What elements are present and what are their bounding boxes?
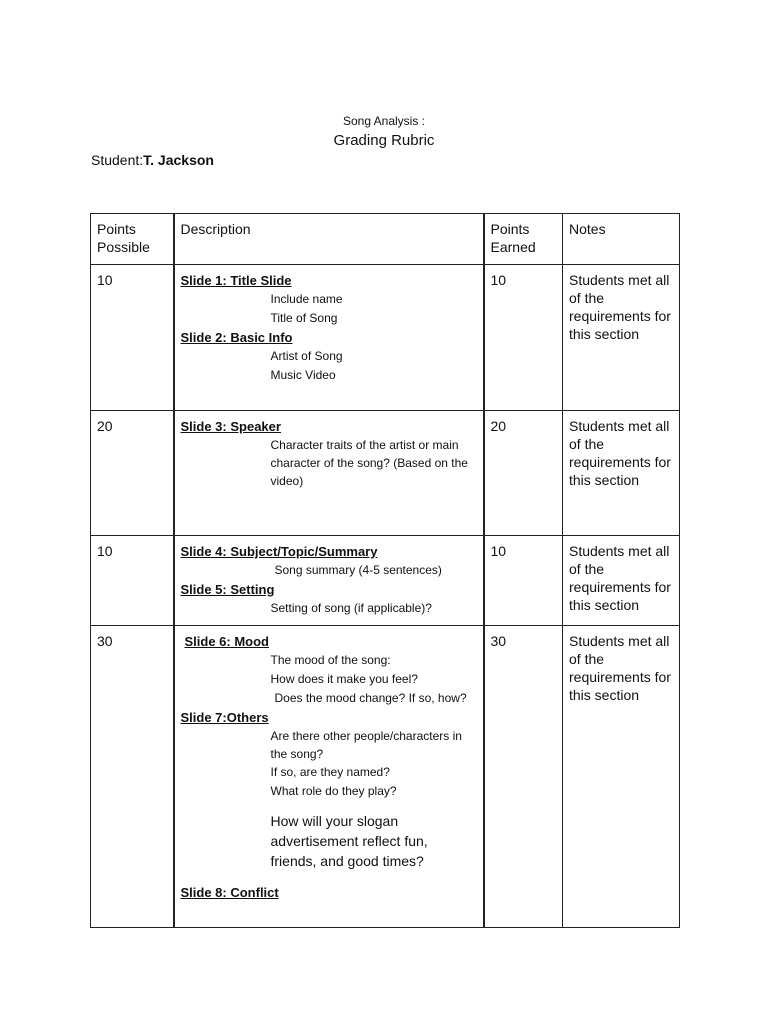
description-item: What role do they play? <box>270 784 397 798</box>
description-cell <box>174 411 484 536</box>
student-line <box>91 152 214 168</box>
description-cell <box>174 265 484 411</box>
slide-heading: Slide 7:Others <box>180 710 269 725</box>
description-item: The mood of the song: <box>270 653 391 667</box>
table-row <box>91 536 680 626</box>
points-possible-cell: 10 <box>91 536 174 626</box>
description-cell <box>174 536 484 626</box>
description-item: Title of Song <box>270 311 338 325</box>
description-cell <box>174 626 484 928</box>
description-item: How will your slogan advertisement reflect fun, friends, and good times? <box>270 813 428 869</box>
slide-heading: Slide 1: Title Slide <box>180 273 292 288</box>
points-earned-cell: 10 <box>484 536 563 626</box>
header-points-possible: Points Possible <box>91 214 174 265</box>
student-name: T. Jackson <box>143 152 214 168</box>
points-earned-cell: 30 <box>484 626 563 928</box>
table-row <box>91 411 680 536</box>
doc-title-line1: Song Analysis : <box>342 114 426 128</box>
slide-heading: Slide 6: Mood <box>184 634 269 649</box>
description-item: Song summary (4-5 sentences) <box>274 563 442 577</box>
header-notes: Notes <box>563 214 680 265</box>
description-item: Music Video <box>270 368 336 382</box>
points-earned-cell: 20 <box>484 411 563 536</box>
description-item: Include name <box>270 292 343 306</box>
description-item: If so, are they named? <box>270 765 390 779</box>
notes-cell: Students met all of the requirements for this section <box>563 265 680 411</box>
slide-heading: Slide 4: Subject/Topic/Summary <box>180 544 378 559</box>
description-item: Setting of song (if applicable)? <box>270 601 432 615</box>
description-item: Character traits of the artist or main character of the song? (Based on the video) <box>270 438 468 488</box>
notes-cell: Students met all of the requirements for this section <box>563 626 680 928</box>
header-description: Description <box>174 214 484 265</box>
table-header-row <box>91 214 680 265</box>
points-possible-cell: 10 <box>91 265 174 411</box>
notes-cell: Students met all of the requirements for this section <box>563 536 680 626</box>
slide-heading: Slide 8: Conflict <box>180 885 279 900</box>
doc-title-line2: Grading Rubric <box>333 132 435 149</box>
description-item: How does it make you feel? <box>270 672 418 686</box>
slide-heading: Slide 5: Setting <box>180 582 275 597</box>
points-possible-cell: 30 <box>91 626 174 928</box>
points-possible-cell: 20 <box>91 411 174 536</box>
description-item: Artist of Song <box>270 349 343 363</box>
table-row <box>91 626 680 928</box>
points-earned-cell: 10 <box>484 265 563 411</box>
student-label: Student: <box>91 152 144 168</box>
rubric-table <box>90 213 680 928</box>
slide-heading: Slide 3: Speaker <box>180 419 281 434</box>
slide-heading: Slide 2: Basic Info <box>180 330 293 345</box>
notes-cell: Students met all of the requirements for this section <box>563 411 680 536</box>
description-item: Does the mood change? If so, how? <box>274 691 467 705</box>
description-item: Are there other people/characters in the song? <box>270 729 462 761</box>
header-points-earned: Points Earned <box>484 214 563 265</box>
table-row <box>91 265 680 411</box>
